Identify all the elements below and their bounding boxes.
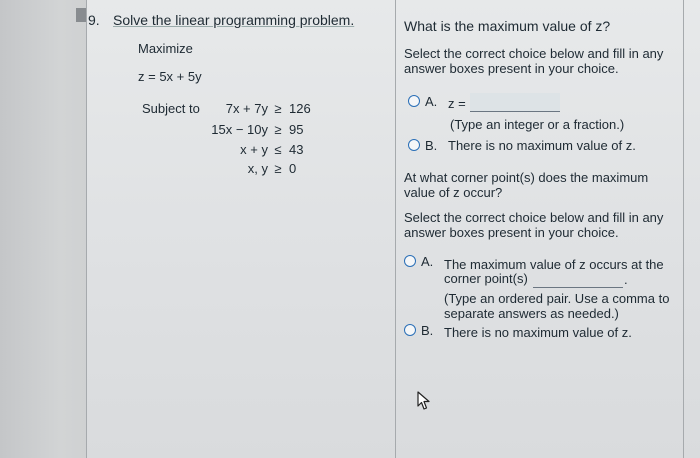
constraint-operator: ≥ (274, 101, 282, 116)
part2-option-b-letter: B. (421, 323, 434, 338)
part2-option-a-line1: The maximum value of z occurs at the (444, 257, 664, 272)
part1-option-b-text: There is no maximum value of z. (448, 138, 636, 153)
mouse-pointer-icon (417, 391, 431, 411)
constraint-rhs: 95 (289, 122, 304, 137)
part1-option-a-hint: (Type an integer or a fraction.) (450, 117, 625, 132)
part2-option-b-radio[interactable] (404, 324, 416, 336)
constraint-rhs: 43 (289, 142, 304, 157)
constraint-rhs: 126 (289, 101, 311, 116)
part1-instructions: Select the correct choice below and fill in any answer boxes present in your choice. (404, 46, 664, 76)
subject-to-label: Subject to (142, 101, 200, 116)
part1-option-a-text: z = (448, 96, 466, 111)
constraint-operator: ≤ (274, 142, 282, 157)
part2-option-a-period: . (624, 272, 628, 287)
constraint-lhs: x, y (247, 161, 268, 176)
left-margin-strip (0, 0, 86, 458)
constraint-operator: ≥ (274, 161, 282, 176)
constraint-lhs: 7x + 7y (225, 101, 268, 116)
left-divider (86, 0, 87, 458)
question-text: Solve the linear programming problem. (113, 12, 355, 28)
part2-option-a-letter: A. (421, 254, 434, 269)
part2-option-a-hint: (Type an ordered pair. Use a comma to separate answers as needed.) (444, 291, 670, 321)
maximize-label: Maximize (138, 41, 193, 56)
center-divider (395, 0, 396, 458)
part1-option-a-radio[interactable] (408, 95, 420, 107)
part1-z-value-input[interactable] (470, 93, 560, 112)
question-marker (76, 8, 86, 22)
constraint-operator: ≥ (274, 122, 282, 137)
question-number: 9. (88, 12, 100, 28)
objective-function: z = 5x + 5y (138, 69, 202, 84)
part1-prompt: What is the maximum value of z? (404, 18, 611, 34)
constraint-lhs: 15x − 10y (211, 122, 268, 137)
part2-corner-point-input[interactable] (533, 275, 623, 288)
part2-prompt: At what corner point(s) does the maximum value of z occur? (404, 170, 649, 200)
part1-option-b-radio[interactable] (408, 139, 420, 151)
part2-instructions: Select the correct choice below and fill in any answer boxes present in your choice. (404, 210, 664, 240)
constraint-lhs: x + y (240, 142, 268, 157)
part1-option-a-letter: A. (425, 94, 438, 109)
part2-option-a-radio[interactable] (404, 255, 416, 267)
part2-option-b-text: There is no maximum value of z. (444, 325, 632, 340)
part2-option-a-line2: corner point(s) (444, 271, 528, 286)
part1-option-b-letter: B. (425, 138, 438, 153)
constraint-rhs: 0 (289, 161, 297, 176)
